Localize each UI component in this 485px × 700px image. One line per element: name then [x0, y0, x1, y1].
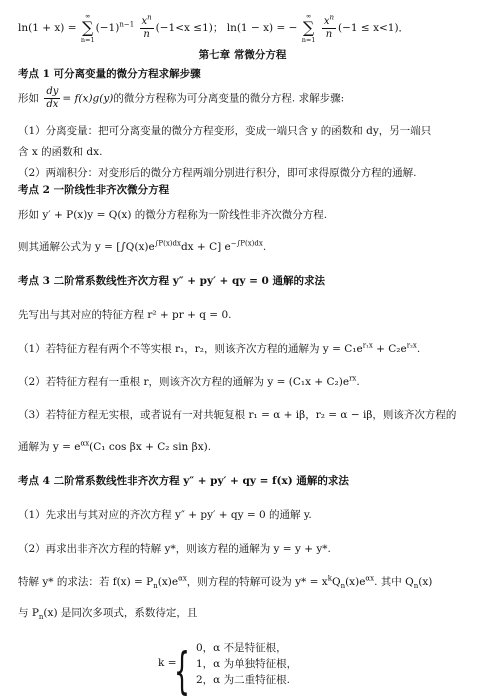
point1-form-line — [18, 86, 344, 111]
ln-minus-frac-den: n — [325, 28, 333, 40]
ln-minus-frac-num: x — [323, 15, 330, 27]
ln-plus-lhs: ln(1 + x) = — [18, 22, 77, 34]
sum-top-2: ∞ — [305, 12, 312, 20]
point1-step1-line1: （1）分离变量：把可分离变量的微分方程变形，变成一端只含 y 的函数和 dy，另一端只 — [18, 125, 432, 137]
point4-mid1: (x)e — [157, 576, 179, 588]
point3-char-eq: 先写出与其对应的特征方程 r² + pr + q = 0. — [18, 309, 232, 321]
sum-top: ∞ — [85, 12, 91, 20]
dy-dx-den: dx — [46, 99, 59, 110]
point2-exp1: ∫P(x)dx — [154, 239, 181, 248]
point3-case2-exp: rx — [349, 374, 357, 383]
ln-plus-frac-num: x — [141, 15, 148, 27]
ln-plus-term: (−1) — [95, 22, 120, 34]
dy-dx-fraction — [44, 86, 60, 111]
point4-poly-line — [18, 606, 197, 620]
point2-general-prefix: 则其通解公式为 y = [∫Q(x)e — [18, 241, 155, 253]
point4-step1: （1）先求出与其对应的齐次方程 y″ + py′ + qy = 0 的通解 y. — [18, 509, 312, 521]
point4-mid2: ，则方程的特解可设为 y* = x — [186, 576, 328, 588]
point4-poly-sub-n: n — [38, 613, 44, 622]
point3-case1 — [18, 342, 420, 356]
point4-particular-prefix: 特解 y* 的求法：若 f(x) = P — [18, 576, 154, 588]
point4-exp1: αx — [178, 574, 187, 583]
point3-case2 — [18, 375, 360, 389]
ln-plus-frac-num-exp: n — [147, 13, 152, 22]
point2-form-line: 形如 y′ + P(x)y = Q(x) 的微分方程称为一阶线性非齐次微分方程. — [18, 209, 328, 221]
ln-plus-fraction — [140, 13, 154, 41]
point2-general-solution — [18, 240, 266, 254]
point1-form-prefix: 形如 — [18, 92, 39, 105]
ln-minus-lhs: ln(1 − x) = − — [226, 22, 298, 34]
point4-sub-n3: n — [413, 582, 419, 591]
point3-case2-end: . — [356, 376, 360, 388]
point1-step2: （2）两端积分：对变形后的微分方程两端分别进行积分，即可求得原微分方程的通解. — [18, 167, 417, 179]
sum-sign-2: ∑ — [302, 18, 315, 37]
point2-general-end: . — [262, 241, 267, 253]
point3-case3-line2 — [18, 440, 211, 454]
sum-bottom: n=1 — [80, 36, 95, 44]
point3-case1-exp2: r₂x — [406, 341, 417, 350]
point3-case1-end: . — [416, 343, 421, 355]
ln-series-formula — [18, 12, 409, 44]
point4-poly-end: (x) 是同次多项式，系数待定，且 — [43, 607, 198, 619]
sum-bottom-2: n=1 — [301, 36, 316, 44]
k-label: k = — [158, 657, 177, 669]
point3-case3-end: (C₁ cos βx + C₂ sin βx). — [89, 441, 212, 453]
point3-case1-prefix: （1）若特征方程有两个不等实根 r₁，r₂，则该齐次方程的通解为 y = C₁e — [18, 343, 363, 355]
point4-mid4: (x)e — [345, 576, 366, 588]
point3-case3-line1: （3）若特征方程无实根，或者说有一对共轭复根 r₁ = α + iβ，r₂ = α − iβ，则该齐次方程的 — [18, 409, 457, 421]
point3-case1-exp1: r₁x — [362, 341, 373, 350]
point1-heading: 考点 1 可分离变量的微分方程求解步骤 — [18, 68, 201, 80]
left-brace: { — [174, 642, 190, 700]
point4-exp-k: k — [327, 574, 332, 583]
point4-exp2: αx — [365, 574, 375, 583]
point1-form-suffix: 的微分方程称为可分离变量的微分方程. 求解步骤: — [113, 92, 345, 105]
ln-plus-exponent: n−1 — [119, 20, 135, 29]
k-case-1: 1，α 为单独特征根， — [196, 658, 298, 670]
sum-symbol-2 — [302, 12, 316, 44]
point3-heading: 考点 3 二阶常系数线性齐次方程 y″ + py′ + qy = 0 通解的求法 — [18, 275, 326, 287]
ln-plus-frac-den: n — [143, 28, 150, 40]
point4-sub-n1: n — [153, 582, 158, 591]
point4-poly-prefix: 与 P — [18, 607, 39, 619]
sum-sign: ∑ — [82, 18, 94, 37]
point4-step2: （2）再求出非齐次方程的特解 y*，则该方程的通解为 y = y + y*. — [18, 543, 331, 555]
point3-case1-mid: + C₂e — [372, 343, 407, 355]
ln-minus-range: (−1 ≤ x<1)． — [338, 22, 410, 34]
point3-case3-exp: αx — [80, 439, 90, 448]
point1-step1-line2: 含 x 的函数和 dx. — [18, 146, 103, 158]
k-case-0: 0，α 不是特征根， — [196, 642, 287, 654]
point4-particular-end: (x) — [418, 576, 433, 588]
ln-minus-frac-num-exp: n — [329, 13, 335, 22]
point4-heading: 考点 4 二阶常系数线性非齐次方程 y″ + py′ + qy = f(x) 通解的求法 — [18, 475, 349, 487]
point2-general-mid: dx + C] e — [180, 241, 231, 253]
ln-plus-range: (−1<x ≤1)； — [155, 22, 224, 34]
point2-heading: 考点 2 一阶线性非齐次微分方程 — [18, 184, 170, 196]
point4-particular — [18, 575, 432, 589]
point4-mid5: . 其中 Q — [374, 576, 414, 588]
point1-form-rhs: = f(x)g(y) — [62, 92, 114, 105]
point4-mid3: Q — [331, 576, 341, 588]
k-case-2: 2，α 为二重特征根. — [196, 674, 290, 686]
sum-symbol — [81, 12, 95, 44]
point3-case2-prefix: （2）若特征方程有一重根 r，则该齐次方程的通解为 y = (C₁x + C₂)e — [18, 376, 350, 388]
point2-exp2: −∫P(x)dx — [230, 239, 263, 248]
point3-case3-prefix: 通解为 y = e — [18, 441, 81, 453]
chapter-title: 第七章 常微分方程 — [198, 49, 287, 61]
point4-sub-n2: n — [340, 582, 346, 591]
dy-dx-num: dy — [46, 86, 59, 97]
ln-minus-fraction — [322, 13, 336, 41]
